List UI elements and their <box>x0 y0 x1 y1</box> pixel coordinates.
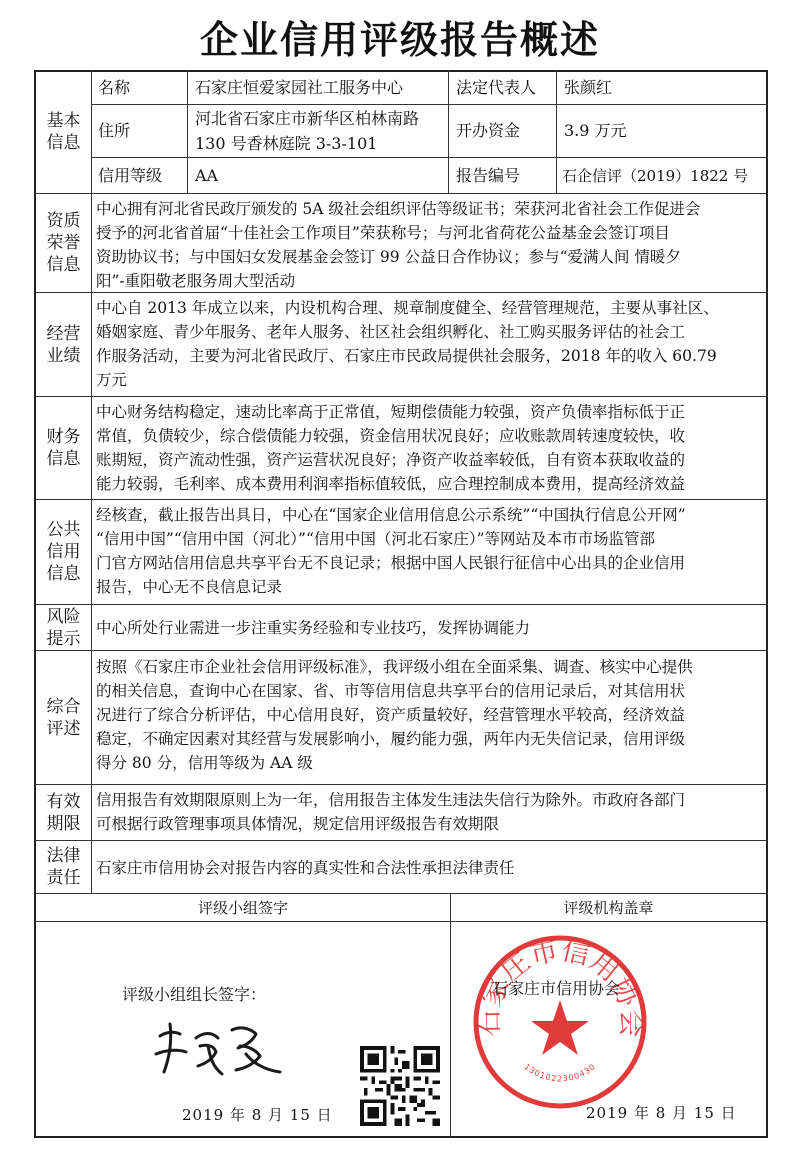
qr-code[interactable] <box>360 1046 440 1126</box>
agency-name: 石家庄市信用协会 <box>492 979 621 998</box>
group-leader-signature-label: 评级小组组长签字： <box>122 985 267 1004</box>
agency-seal-date: 2019 年 8 月 15 日 <box>586 1104 737 1122</box>
row-divider <box>34 840 768 841</box>
svg-text:1301022300430 <box>522 1062 597 1083</box>
credit-grade-value: AA <box>195 165 219 185</box>
page-title: 企业信用评级报告概述 <box>199 18 600 62</box>
text-line: 况进行了综合分析评估，中心信用良好，资产质量较好，经营管理水平较高，经济效益 <box>96 706 686 724</box>
category-qualification: 资质 荣誉 信息 <box>46 211 81 275</box>
text-line: 中心自 2013 年成立以来，内设机构合理、规章制度健全、经营管理规范，主要从事社区、 <box>96 299 719 317</box>
text-line: “信用中国”“信用中国（河北）”“信用中国（河北石家庄）”等网站及本市市场监管部 <box>96 530 656 548</box>
validity-text <box>96 788 760 836</box>
text-line: 中心所处行业需进一步注重实务经验和专业技巧，发挥协调能力 <box>96 619 531 637</box>
text-line: 作服务活动，主要为河北省民政厅、石家庄市民政局提供社会服务，2018 年的收入 60.79 <box>96 347 717 365</box>
agency-seal-header: 评级机构盖章 <box>563 899 654 917</box>
text-line: 稳定，不确定因素对其经营与发展影响小，履约能力强，两年内无失信记录，信用评级 <box>96 730 686 748</box>
report-number-label: 报告编号 <box>456 165 521 185</box>
risk-text <box>96 616 760 640</box>
name-value: 石家庄恒爱家园社工服务中心 <box>195 78 404 97</box>
row-divider <box>91 104 768 105</box>
text-line: 授予的河北省首届“十佳社会工作项目”荣获称号；与河北省荷花公益基金会签订项目 <box>96 224 670 242</box>
text-line: 信用报告有效期限原则上为一年，信用报告主体发生违法失信行为除外。市政府各部门 <box>96 791 686 809</box>
official-seal <box>472 934 648 1110</box>
col-divider <box>450 893 451 1138</box>
category-risk: 风险 提示 <box>46 606 81 649</box>
row-divider <box>34 893 768 894</box>
handwritten-signature <box>152 1016 292 1086</box>
legal-rep-label: 法定代表人 <box>456 78 537 97</box>
group-signature-date: 2019 年 8 月 15 日 <box>182 1106 333 1124</box>
col-divider <box>91 70 92 893</box>
text-line: 中心拥有河北省民政厅颁发的 5A 级社会组织评估等级证书；荣获河北省社会工作促进会 <box>96 200 701 218</box>
group-signature-header: 评级小组签字 <box>197 899 288 917</box>
col-divider <box>187 70 188 193</box>
category-public-credit: 公共 信用 信息 <box>46 520 81 584</box>
capital-label: 开办资金 <box>456 121 521 140</box>
text-line: 得分 80 分，信用等级为 AA 级 <box>96 754 313 772</box>
name-label: 名称 <box>98 78 131 97</box>
text-line: 可根据行政管理事项具体情况，规定信用评级报告有效期限 <box>96 815 500 833</box>
public-credit-text <box>96 503 760 599</box>
row-divider <box>34 604 768 605</box>
legal-text <box>96 856 760 880</box>
row-divider <box>34 784 768 785</box>
text-line: 按照《石家庄市企业社会信用评级标准》，我评级小组在全面采集、调查、核实中心提供 <box>96 658 693 676</box>
text-line: 能力较弱，毛利率、成本费用利润率指标值较低，应合理控制成本费用，提高经济效益 <box>96 475 686 493</box>
qualification-text <box>96 197 760 293</box>
finance-text <box>96 400 760 496</box>
legal-rep-value: 张颜红 <box>564 78 613 97</box>
seal-number: 1301022300430 <box>522 1061 598 1084</box>
text-line: 阳”-重阳敬老服务周大型活动 <box>96 272 296 290</box>
category-performance: 经营 业绩 <box>46 323 81 366</box>
category-validity: 有效 期限 <box>46 791 81 834</box>
row-divider <box>34 396 768 397</box>
category-legal: 法律 责任 <box>46 846 81 888</box>
credit-grade-label: 信用等级 <box>98 165 163 185</box>
text-line: 账期短，资产流动性强，资产运营状况良好；净资产收益率较低，自有资本获取收益的 <box>96 451 686 469</box>
address-label: 住所 <box>98 121 131 140</box>
text-line: 常值，负债较少，综合偿债能力较强，资金信用状况良好；应收账款周转速度较快，收 <box>96 427 686 445</box>
category-basic-info: 基本 信息 <box>46 111 81 153</box>
text-line: 报告，中心无不良信息记录 <box>96 578 283 596</box>
performance-text <box>96 296 760 392</box>
row-divider <box>34 650 768 651</box>
text-line: 门官方网站信用信息共享平台无不良记录；根据中国人民银行征信中心出具的企业信用 <box>96 554 686 572</box>
col-divider <box>556 70 557 193</box>
row-divider <box>34 193 768 194</box>
text-line: 经核查，截止报告出具日，中心在“国家企业信用信息公示系统”“中国执行信息公开网” <box>96 506 686 524</box>
address-value-line2: 130 号香林庭院 3-3-101 <box>195 133 378 153</box>
address-value-line1: 河北省石家庄市新华区柏林南路 <box>195 108 420 128</box>
seal-text: 石家庄市信用协会 <box>472 934 648 1038</box>
report-number-value: 石企信评（2019）1822 号 <box>562 166 749 185</box>
row-divider <box>34 921 768 922</box>
capital-value: 3.9 万元 <box>564 121 627 140</box>
text-line: 婚姻家庭、青少年服务、老年人服务、社区社会组织孵化、社工购买服务评估的社会工 <box>96 323 686 341</box>
row-divider <box>34 499 768 500</box>
col-divider <box>448 70 449 193</box>
category-finance: 财务 信息 <box>46 427 81 469</box>
summary-text <box>96 655 760 775</box>
text-line: 万元 <box>96 371 128 389</box>
text-line: 资助协议书；与中国妇女发展基金会签订 99 公益日合作协议；参与“爱满人间 情暖夕 <box>96 248 681 266</box>
category-summary: 综合 评述 <box>46 696 81 739</box>
text-line: 石家庄市信用协会对报告内容的真实性和合法性承担法律责任 <box>96 859 515 877</box>
text-line: 的相关信息，查询中心在国家、省、市等信用信息共享平台的信用记录后，对其信用状 <box>96 682 686 700</box>
text-line: 中心财务结构稳定，速动比率高于正常值，短期偿债能力较强，资产负债率指标低于正 <box>96 403 686 421</box>
